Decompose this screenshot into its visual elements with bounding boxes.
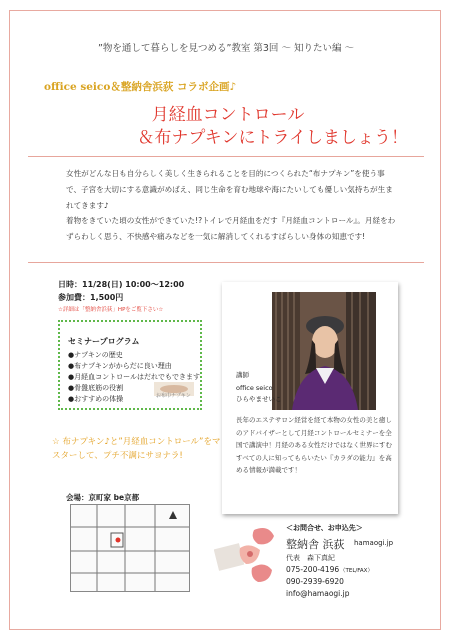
napkin-caption: お布巾ナプキン <box>156 393 191 399</box>
divider-middle <box>28 262 424 263</box>
contact-heading: ＜お問合せ、お申込先＞ <box>286 524 363 532</box>
venue-label: 会場：京町家 be京都 <box>66 493 140 502</box>
intro-paragraph: 女性がどんな日も自分らしく美しく生きられることを目的につくられた“布ナプキン”を使う事で、子宮を大切にする意識がめばえ、同じ生命を育む地球や海にたいしても優しい気持ちが生まれてきます♪ <box>66 169 393 210</box>
tagline: ☆ 布ナプキン♪と”月経血コントロール”をマスターして、プチ不調にサヨナラ! <box>52 437 221 461</box>
divider-top <box>28 156 424 157</box>
lecturer-name: ひらやませいこ <box>236 395 282 403</box>
seminar-title: セミナープログラム <box>68 337 140 346</box>
event-date: 日時：11/28(日) 10:00〜12:00 <box>58 280 185 289</box>
main-title-line1: 月経血コントロール <box>151 105 305 125</box>
lecturer-photo <box>272 292 376 410</box>
lecturer-label: 講師 <box>236 371 249 379</box>
lecturer-bio: 長年のエステサロン経営を経て本物の女性の美と癒しのアドバイザーとして月経コントロールセミナーを全国で講演中！月経のある女性だけではなく世界にすむすべての人に知ってもらいたい『カラダの能力』を高める情報が満載です！ <box>236 416 392 475</box>
company-site: hamaogi.jp <box>354 539 394 547</box>
lecturer-org: office seico <box>236 384 273 392</box>
event-fee: 参加費：1,500円 <box>58 293 124 302</box>
company-name: 整納舎 浜荻 <box>286 538 345 551</box>
series-title: ”物を通して暮らしを見つめる”教室 第3回 〜 知りたい編 〜 <box>98 43 354 54</box>
venue-map <box>70 504 190 592</box>
seminar-item: ●おすすめの体操 <box>68 395 124 403</box>
intro-text <box>66 166 396 245</box>
contact-tel: 075-200-4196 <box>286 565 340 574</box>
seminar-item: ●骨盤底筋の役割 <box>68 384 124 392</box>
seminar-item: ●ナプキンの歴史 <box>68 351 123 359</box>
event-note: ☆詳細は「整納舎浜荻」HPをご覧下さい☆ <box>58 307 164 313</box>
contact-mobile: 090-2939-6920 <box>286 577 344 586</box>
contact-email: info@hamaogi.jp <box>286 589 350 598</box>
collab-label: office seico＆整納舎浜荻 コラボ企画♪ <box>44 81 237 93</box>
contact-tel-note: （TEL/FAX） <box>340 568 373 574</box>
intro-paragraph: 着物をきていた頃の女性ができていた!?トイレで月経血をだす『月経血コントロール』。月経をわずらわしく思う、不快感や痛みなどを一気に解消してくれるすばらしい身体の知恵です! <box>66 216 396 242</box>
contact-rep: 代表 森下真紀 <box>286 554 335 562</box>
main-title-line2: ＆布ナプキンにトライしましょう！ <box>137 128 408 148</box>
flower-decoration <box>214 520 280 600</box>
seminar-item: ●月経血コントロールはだれでもできます <box>68 373 200 381</box>
seminar-item: ●布ナプキンがからだに良い理由 <box>68 362 172 370</box>
